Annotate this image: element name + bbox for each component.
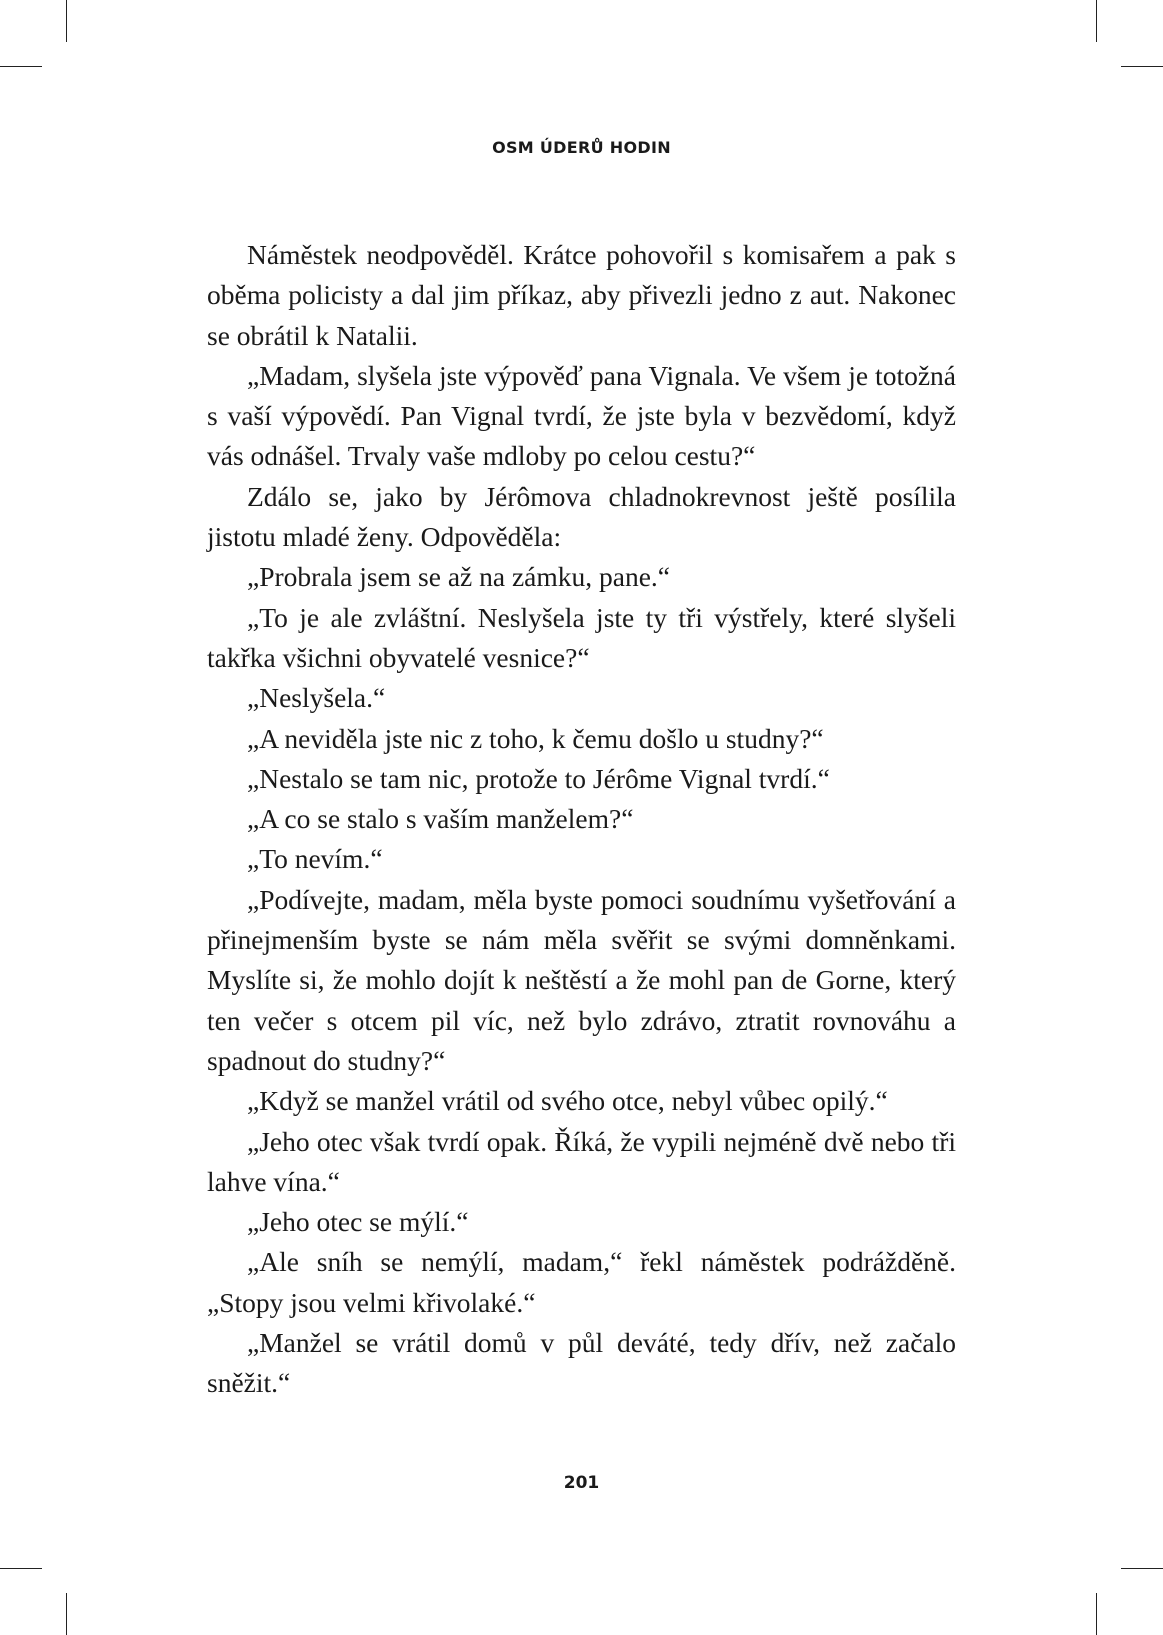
crop-mark-bottom-right-horizontal: [1121, 1568, 1163, 1569]
paragraph: „A co se stalo s vaším manželem?“: [247, 803, 634, 835]
paragraph: „Podívejte, madam, měla byste pomoci soudnímu vyšetřování a přinejmenším byste se nám měla svěřit se svými domněnkami. Myslíte si, že mohlo dojít k neštěstí a že mohl pan de Gorne, který ten večer s otcem pil víc, než bylo zdrávo, ztratit rovnováhu a spadnout do studny?“: [207, 883, 956, 1076]
paragraph: „To nevím.“: [247, 843, 383, 875]
body-text: [207, 235, 956, 1404]
paragraph: „Probrala jsem se až na zámku, pane.“: [247, 561, 671, 593]
crop-mark-top-right-horizontal: [1121, 66, 1163, 67]
paragraph: Zdálo se, jako by Jérômova chladnokrevnost ještě posílila jistotu mladé ženy. Odpověděla:: [207, 480, 956, 553]
page-number: 201: [563, 1473, 600, 1493]
paragraph: „Madam, slyšela jste výpověď pana Vignala. Ve všem je totožná s vaší výpovědí. Pan Vignal tvrdí, že jste byla v bezvědomí, když vás odnášel. Trvaly vaše mdloby po celou cestu?“: [207, 359, 956, 472]
paragraph: „Jeho otec se mýlí.“: [247, 1206, 469, 1238]
crop-mark-top-left-horizontal: [0, 66, 42, 67]
crop-mark-top-left-vertical: [66, 0, 67, 42]
paragraph: Náměstek neodpověděl. Krátce pohovořil s komisařem a pak s oběma policisty a dal jim příkaz, aby přivezli jedno z aut. Nakonec se obrátil k Natalii.: [207, 239, 956, 351]
crop-mark-bottom-right-vertical: [1096, 1593, 1097, 1635]
paragraph: „Nestalo se tam nic, protože to Jérôme Vignal tvrdí.“: [247, 762, 830, 794]
crop-mark-top-right-vertical: [1096, 0, 1097, 42]
paragraph: „Neslyšela.“: [247, 682, 386, 714]
paragraph: „Manžel se vrátil domů v půl deváté, tedy dřív, než začalo sněžit.“: [207, 1327, 956, 1399]
crop-mark-bottom-left-horizontal: [0, 1568, 42, 1569]
paragraph: „Jeho otec však tvrdí opak. Říká, že vypili nejméně dvě nebo tři lahve vína.“: [207, 1125, 956, 1197]
running-head: OSM ÚDERŮ HODIN: [492, 138, 671, 157]
crop-mark-bottom-left-vertical: [66, 1593, 67, 1635]
paragraph: „A neviděla jste nic z toho, k čemu došlo u studny?“: [247, 722, 824, 754]
paragraph: „Ale sníh se nemýlí, madam,“ řekl náměstek podrážděně. „Stopy jsou velmi křivolaké.“: [207, 1246, 956, 1318]
paragraph: „To je ale zvláštní. Neslyšela jste ty tři výstřely, které slyšeli takřka všichni obyvatelé vesnice?“: [207, 601, 956, 673]
paragraph: „Když se manžel vrátil od svého otce, nebyl vůbec opilý.“: [247, 1085, 888, 1117]
